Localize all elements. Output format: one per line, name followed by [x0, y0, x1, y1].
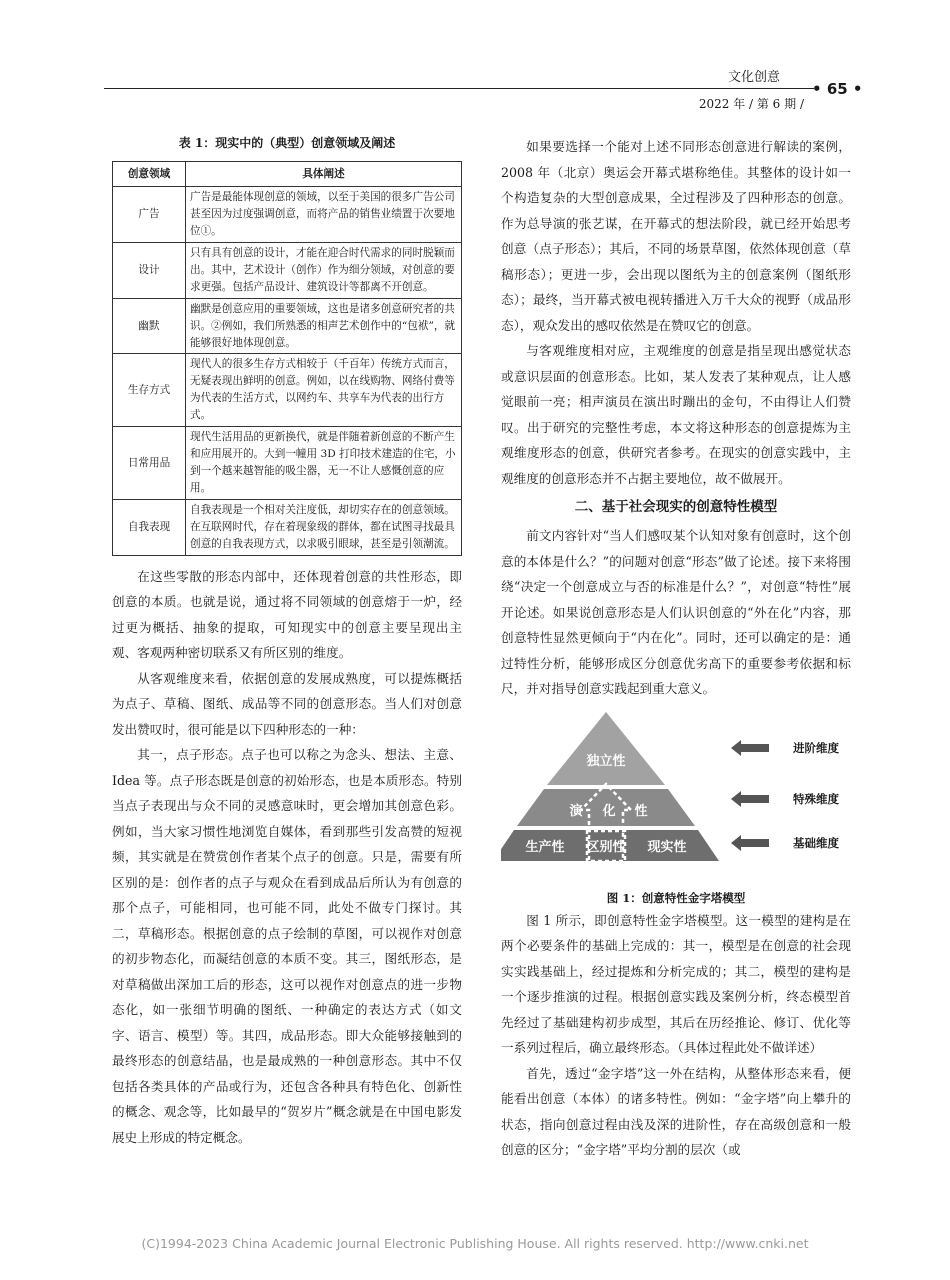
table-row: [113, 427, 462, 500]
body-paragraph: 在这些零散的形态内部中，还体现着创意的共性形态，即创意的本质。也就是说，通过将不同领域的创意熔于一炉，经过更为概括、抽象的提取，可知现实中的创意主要呈现出主观、客观两种密切联系又有所区别的维度。: [112, 568, 462, 661]
table-header-domain: 创意领域: [113, 162, 186, 187]
creative-domains-table: [112, 161, 462, 556]
left-column: [112, 134, 462, 1150]
body-paragraph: 如果要选择一个能对上述不同形态创意进行解读的案例，2008 年（北京）奥运会开幕式堪称绝佳。其整体的设计如一个构造复杂的大型创意成果，全过程涉及了四种形态的创意。作为总导演的张艺谋，在开幕式的想法阶段，就已经开始思考创意（点子形态）；其后，不同的场景草图，依然体现创意（草稿形态）；更进一步，会出现以图纸为主的创意案例（图纸形态）；最终，当开幕式被电视转播进入万千大众的视野（成品形态），观众发出的感叹依然是在赞叹它的创意。: [501, 139, 851, 333]
dimension-label-special: 特殊维度: [793, 791, 839, 806]
table-cell-domain: 生存方式: [113, 354, 186, 427]
table-row: [113, 354, 462, 427]
pyramid-label-evolution-3: 性: [634, 803, 648, 819]
table-cell-description: 现代人的很多生存方式相较于（千百年）传统方式而言，无疑表现出鲜明的创意。例如，以在线购物、网络付费等为代表的生活方式，以网约车、共享车为代表的出行方式。: [186, 354, 462, 427]
table-cell-domain: 自我表现: [113, 499, 186, 555]
body-paragraph: 与客观维度相对应，主观维度的创意是指呈现出感觉状态或意识层面的创意形态。比如，某人发表了某种观点，让人感觉眼前一亮；相声演员在演出时蹦出的金句，不由得让人们赞叹。出于研究的完整性考虑，本文将这种形态的创意提炼为主观维度形态的创意，供研究者参考。在现实的创意实践中，主观维度的创意形态并不占据主要地位，故不做展开。: [501, 343, 851, 486]
pyramid-label-evolution-1: 演: [569, 803, 583, 819]
section-heading: 二、基于社会现实的创意特性模型: [574, 499, 778, 515]
page-number-value: 65: [826, 80, 848, 98]
table-cell-domain: 幽默: [113, 298, 186, 354]
pyramid-label-productivity: 生产性: [525, 839, 565, 855]
table-row: [113, 187, 462, 243]
running-section-title: 文化创意: [727, 70, 780, 85]
right-column: [501, 134, 851, 1163]
pyramid-top-tier: [547, 712, 665, 785]
pyramid-diagram: [501, 708, 851, 888]
table-cell-description: 自我表现是一个相对关注度低，却切实存在的创意领域。在互联网时代，存在着现象级的群体，都在试图寻找最具创意的自我表现方式，以求吸引眼球，甚至是引领潮流。: [186, 499, 462, 555]
table-cell-domain: 设计: [113, 242, 186, 298]
copyright-footer: (C)1994-2023 China Academic Journal Electronic Publishing House. All rights reserved. http://www.cnki.net: [141, 1236, 809, 1251]
table-cell-description: 只有具有创意的设计，才能在迎合时代需求的同时脱颖而出。其中，艺术设计（创作）作为细分领域，对创意的要求更强。包括产品设计、建筑设计等都离不开创意。: [186, 242, 462, 298]
figure-caption: 图 1：创意特性金字塔模型: [606, 890, 746, 905]
table-title: 表 1：现实中的（典型）创意领域及阐述: [178, 136, 396, 150]
table-header-description: 具体阐述: [186, 162, 462, 187]
table-cell-domain: 广告: [113, 187, 186, 243]
body-paragraph: 从客观维度来看，依据创意的发展成熟度，可以提炼概括为点子、草稿、图纸、成品等不同的创意形态。当人们对创意发出赞叹时，很可能是以下四种形态的一种：: [112, 670, 462, 737]
table-row: [113, 499, 462, 555]
dimension-label-basic: 基础维度: [793, 835, 839, 850]
issue-info: 2022 年 / 第 6 期 /: [698, 97, 804, 111]
pyramid-label-evolution-2: 化: [602, 803, 616, 819]
pyramid-label-reality: 现实性: [647, 839, 687, 855]
pyramid-figure: [501, 708, 851, 888]
table-row: [113, 298, 462, 354]
table-cell-description: 现代生活用品的更新换代，就是伴随着新创意的不断产生和应用展开的。大到一幢用 3D 打印技术建造的住宅，小到一个越来越智能的吸尘器，无一不让人感慨创意的应用。: [186, 427, 462, 500]
page-number: • 65 •: [812, 80, 863, 98]
body-paragraph: 图 1 所示，即创意特性金字塔模型。这一模型的建构是在两个必要条件的基础上完成的：其一，模型是在创意的社会现实实践基础上，经过提炼和分析完成的；其二，模型的建构是一个逐步推演的过程。根据创意实践及案例分析，终态模型首先经过了基础建构初步成型，其后在历经推论、修订、优化等一系列过程后，确立最终形态。（具体过程此处不做详述）: [501, 912, 851, 1055]
dimension-label-advanced: 进阶维度: [793, 740, 839, 755]
left-arrow-icon: [731, 740, 769, 851]
header-rule: [104, 88, 814, 89]
pyramid-label-independence: 独立性: [586, 753, 626, 769]
body-paragraph: 其一，点子形态。点子也可以称之为念头、想法、主意、Idea 等。点子形态既是创意的初始形态，也是本质形态。特别当点子表现出与众不同的灵感意味时，更会增加其创意色彩。例如，当大家习惯性地浏览自媒体，看到那些引发高赞的短视频，其实就是在赞赏创作者某个点子的创意。只是，需要有所区别的是：创作者的点子与观众在看到成品后所认为有创意的那个点子，可能相同，也可能不同，此处不做专门探讨。其二，草稿形态。根据创意的点子绘制的草图，可以视作对创意的初步物态化，而凝结创意的本质不变。其三，图纸形态，是对草稿做出深加工后的形态，这可以视作对创意点的进一步物态化，如一张细节明确的图纸、一种确定的表达方式（如文字、语言、模型）等。其四，成品形态。即大众能够接触到的最终形态的创意结晶，也是最成熟的一种创意形态。其中不仅包括各类具体的产品或行为，还包含各种具有特色化、创新性的概念、观念等，比如最早的“贺岁片”概念就是在中国电影发展史上形成的特定概念。: [112, 747, 462, 1145]
table-header-row: [113, 162, 462, 187]
table-cell-domain: 日常用品: [113, 427, 186, 500]
body-paragraph: 前文内容针对“当人们感叹某个认知对象有创意时，这个创意的本体是什么？”的问题对创意“形态”做了论述。接下来将围绕“决定一个创意成立与否的标准是什么？”，对创意“特性”展开论述。如果说创意形态是人们认识创意的“外在化”内容，那创意特性显然更倾向于“内在化”。同时，还可以确定的是：通过特性分析，能够形成区分创意优劣高下的重要参考依据和标尺，并对指导创意实践起到重大意义。: [501, 528, 851, 696]
table-row: [113, 242, 462, 298]
pyramid-label-distinction: 区别性: [586, 839, 626, 855]
body-paragraph: 首先，透过“金字塔”这一外在结构，从整体形态来看，便能看出创意（本体）的诸多特性。例如：“金字塔”向上攀升的状态，指向创意过程由浅及深的进阶性，存在高级创意和一般创意的区分；“金字塔”平均分割的层次（或: [501, 1065, 851, 1157]
table-cell-description: 幽默是创意应用的重要领域，这也是诸多创意研究者的共识。②例如，我们所熟悉的相声艺术创作中的“包袱”，就能够很好地体现创意。: [186, 298, 462, 354]
table-cell-description: 广告是最能体现创意的领域，以至于美国的很多广告公司甚至因为过度强调创意，而将产品的销售业绩置于次要地位①。: [186, 187, 462, 243]
